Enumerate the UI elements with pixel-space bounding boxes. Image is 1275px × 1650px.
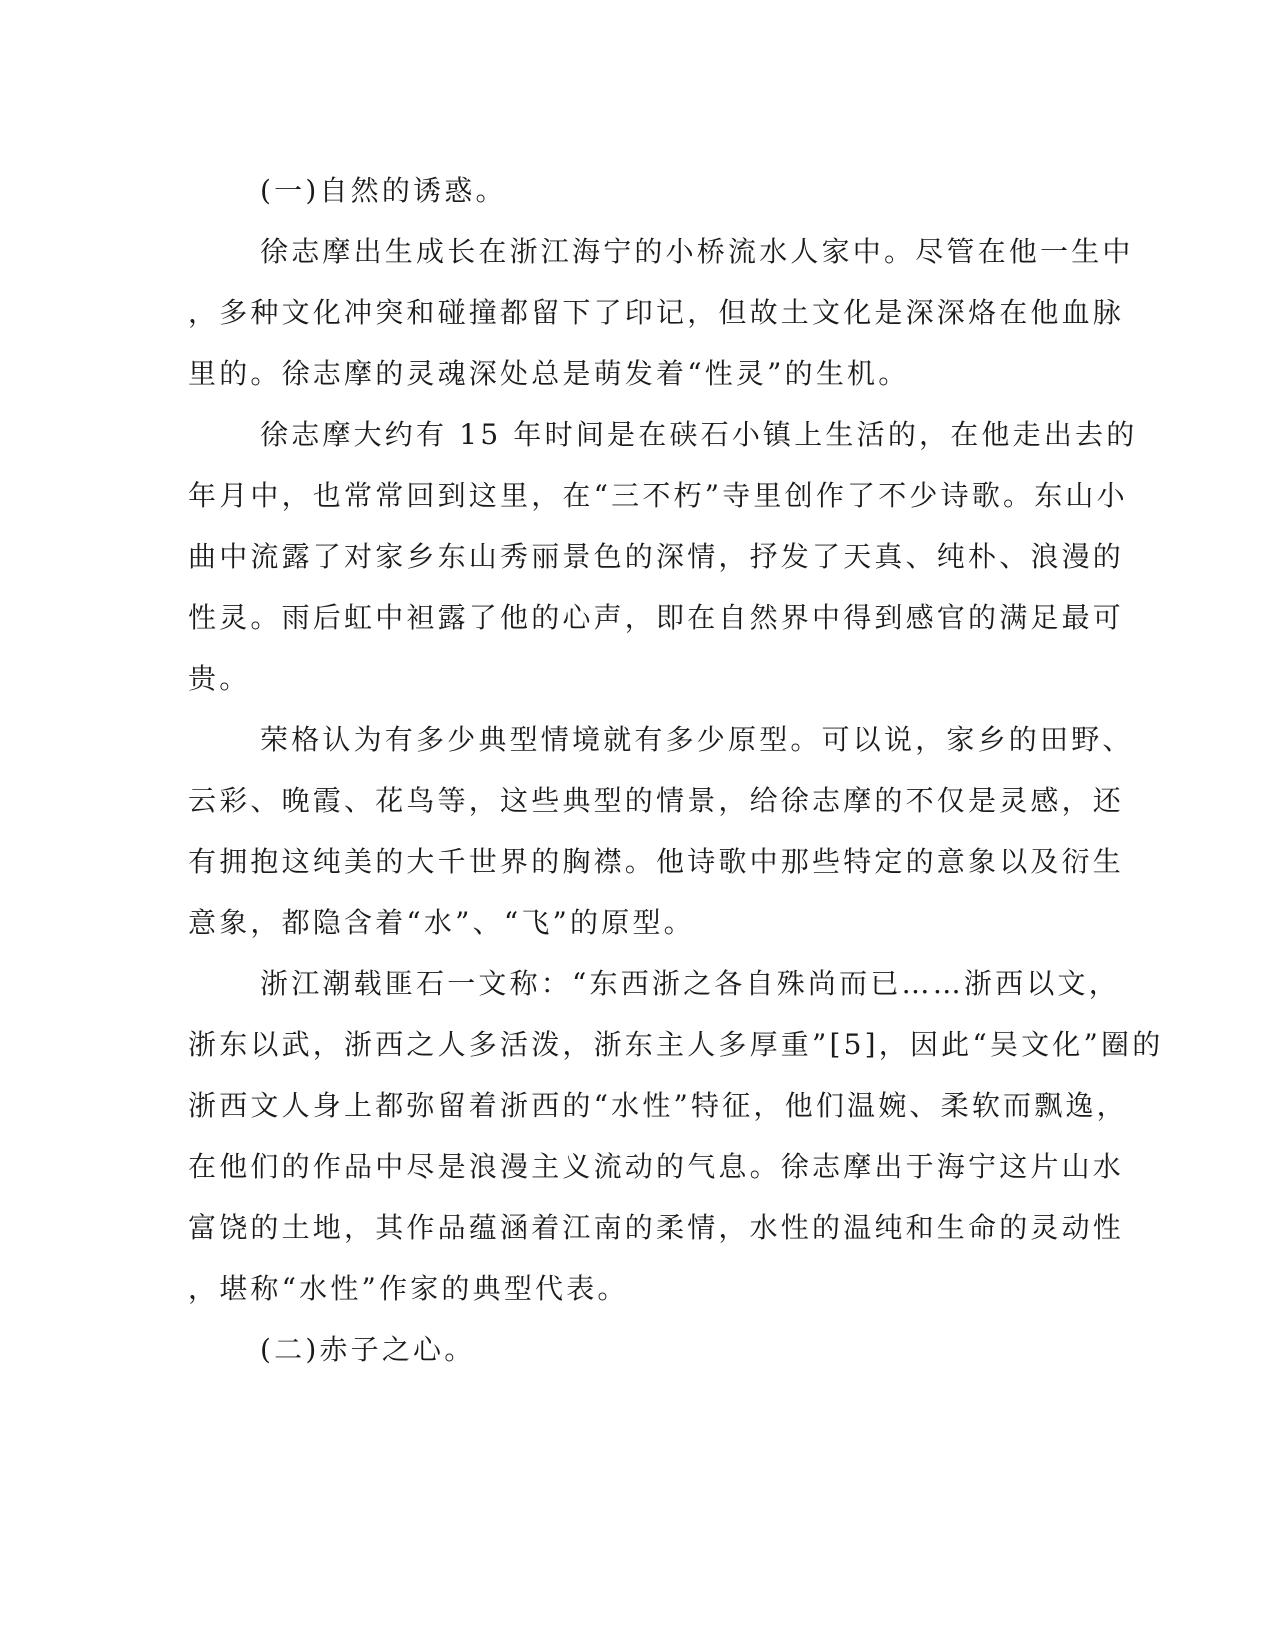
text-line: 荣格认为有多少典型情境就有多少原型。可以说，家乡的田野、	[260, 723, 1134, 756]
text-line: 里的。徐志摩的灵魂深处总是萌发着“性灵”的生机。	[188, 357, 910, 390]
text-line: 富饶的土地，其作品蕴涵着江南的柔情，水性的温纯和生命的灵动性	[188, 1211, 1125, 1244]
text-line: 徐志摩出生成长在浙江海宁的小桥流水人家中。尽管在他一生中	[260, 235, 1134, 268]
text-line: 云彩、晚霞、花鸟等，这些典型的情景，给徐志摩的不仅是灵感，还	[188, 784, 1125, 817]
text-line: 有拥抱这纯美的大千世界的胸襟。他诗歌中那些特定的意象以及衍生	[188, 845, 1125, 878]
text-line: 浙江潮载匪石一文称：“东西浙之各自殊尚而已……浙西以文，	[260, 967, 1120, 1000]
text-line: 意象，都隐含着“水”、“飞”的原型。	[188, 906, 695, 939]
text-line: 在他们的作品中尽是浪漫主义流动的气息。徐志摩出于海宁这片山水	[188, 1150, 1125, 1183]
text-line: 浙西文人身上都弥留着浙西的“水性”特征，他们温婉、柔软而飘逸，	[188, 1089, 1128, 1122]
document-body	[188, 160, 1164, 1380]
text-line: 贵。	[188, 662, 251, 695]
text-line: 浙东以武，浙西之人多活泼，浙东主人多厚重”[5]，因此“吴文化”圈的	[188, 1028, 1164, 1061]
text-line: ，堪称“水性”作家的典型代表。	[188, 1272, 629, 1305]
text-line: ，多种文化冲突和碰撞都留下了印记，但故土文化是深深烙在他血脉	[188, 296, 1125, 329]
text-line: 曲中流露了对家乡东山秀丽景色的深情，抒发了天真、纯朴、浪漫的	[188, 540, 1125, 573]
section-heading-2: (二)赤子之心。	[260, 1333, 476, 1366]
text-line: 年月中，也常常回到这里，在“三不朽”寺里创作了不少诗歌。东山小	[188, 479, 1128, 512]
section-heading-1: (一)自然的诱惑。	[260, 174, 507, 207]
text-line: 性灵。雨后虹中袒露了他的心声，即在自然界中得到感官的满足最可	[188, 601, 1125, 634]
text-line: 徐志摩大约有 15 年时间是在硖石小镇上生活的，在他走出去的	[260, 418, 1138, 451]
